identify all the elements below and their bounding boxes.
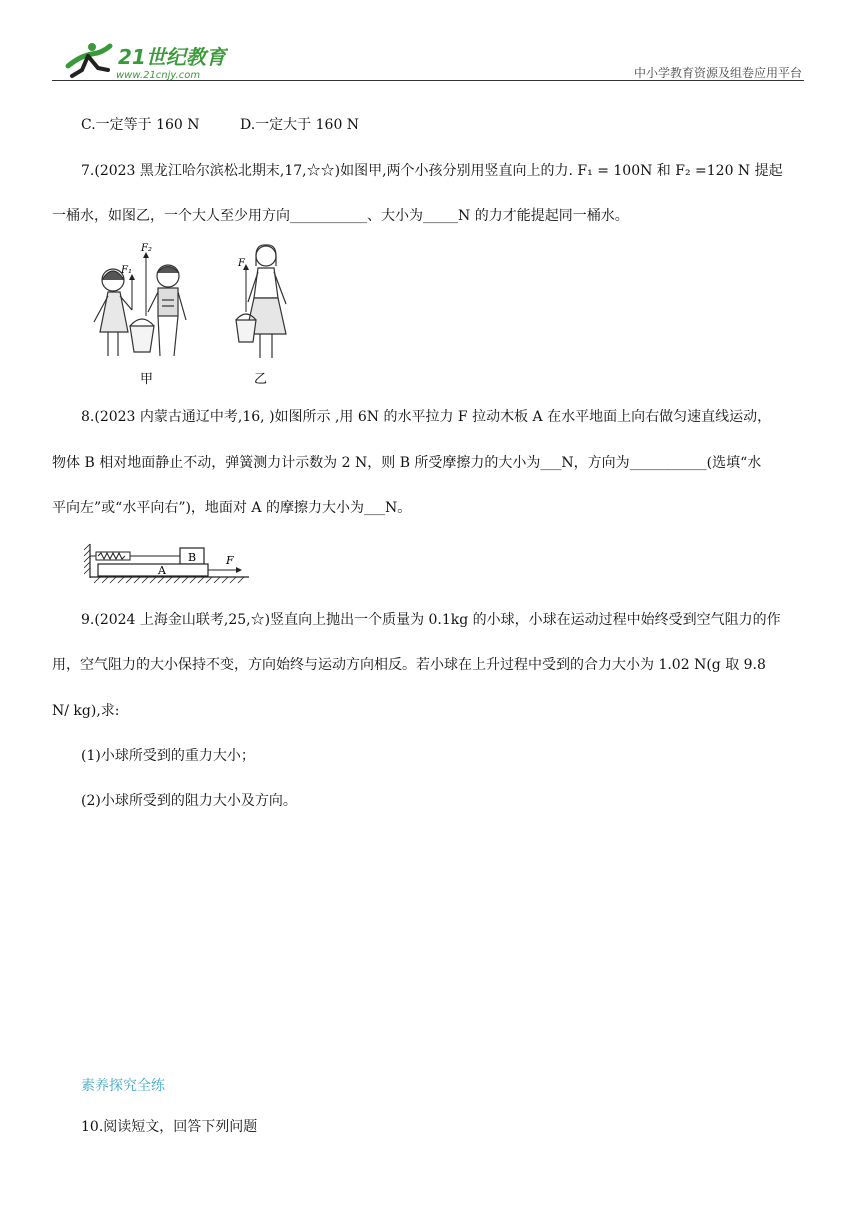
- q9-line3: N/ kg),求:: [52, 703, 120, 719]
- q8-line2: 物体 B 相对地面静止不动，弹簧测力计示数为 2 N，则 B 所受摩擦力的大小为___N，方向为___________(选填“水: [52, 455, 762, 471]
- option-c: C.一定等于 160 N: [81, 117, 200, 133]
- figure-caption-jia: 甲: [140, 372, 154, 387]
- runner-icon: [68, 43, 110, 76]
- force-label-f1: F₁: [121, 265, 132, 276]
- board-a: [98, 564, 208, 576]
- logo-url: www.21cnjy.com: [116, 70, 201, 81]
- block-b-label: B: [188, 551, 197, 564]
- child-girl-illustration: [94, 269, 132, 356]
- header-divider: [52, 80, 804, 81]
- option-d: D.一定大于 160 N: [240, 117, 360, 133]
- q7-figure: [86, 240, 306, 390]
- force-arrow: [236, 567, 242, 573]
- q8-figure: [84, 540, 254, 588]
- platform-title: 中小学教育资源及组卷应用平台: [633, 66, 802, 80]
- ground-hatching: [94, 577, 244, 583]
- figure-caption-yi: 乙: [254, 372, 268, 387]
- wall-hatching: [84, 544, 90, 574]
- q10-line1: 10.阅读短文，回答下列问题: [81, 1119, 258, 1135]
- force-label-f2: F₂: [141, 243, 152, 254]
- section-title: 素养探究全练: [81, 1078, 165, 1094]
- board-a-label: A: [158, 564, 166, 577]
- q8-line3: 平向左”或“水平向右”)，地面对 A 的摩擦力大小为___N。: [52, 500, 412, 516]
- q8-line1: 8.(2023 内蒙古通辽中考,16, )如图所示 ,用 6N 的水平拉力 F 拉动木板 A 在水平地面上向右做匀速直线运动，: [81, 409, 772, 425]
- q9-line1: 9.(2024 上海金山联考,25,☆)竖直向上抛出一个质量为 0.1kg 的小球，小球在运动过程中始终受到空气阻力的作: [81, 612, 781, 628]
- q7-line1: 7.(2023 黑龙江哈尔滨松北期末,17,☆☆)如图甲,两个小孩分别用竖直向上的力. F₁ = 100N 和 F₂ =120 N 提起: [81, 163, 783, 179]
- q9-sub1: (1)小球所受到的重力大小；: [81, 748, 255, 764]
- site-logo: [58, 40, 228, 82]
- child-boy-illustration: [148, 265, 186, 356]
- q9-line2: 用，空气阻力的大小保持不变，方向始终与运动方向相反。若小球在上升过程中受到的合力大小为 1.02 N(g 取 9.8: [52, 657, 766, 673]
- force-label-f: F: [238, 258, 245, 269]
- bucket-icon: [130, 319, 154, 352]
- force-label-f: F: [226, 554, 234, 567]
- q7-line2: 一桶水，如图乙，一个大人至少用方向___________、大小为_____N 的力才能提起同一桶水。: [52, 208, 629, 224]
- logo-text: 21世纪教育: [118, 45, 226, 69]
- q9-sub2: (2)小球所受到的阻力大小及方向。: [81, 793, 297, 809]
- spring-scale-icon: [90, 552, 180, 560]
